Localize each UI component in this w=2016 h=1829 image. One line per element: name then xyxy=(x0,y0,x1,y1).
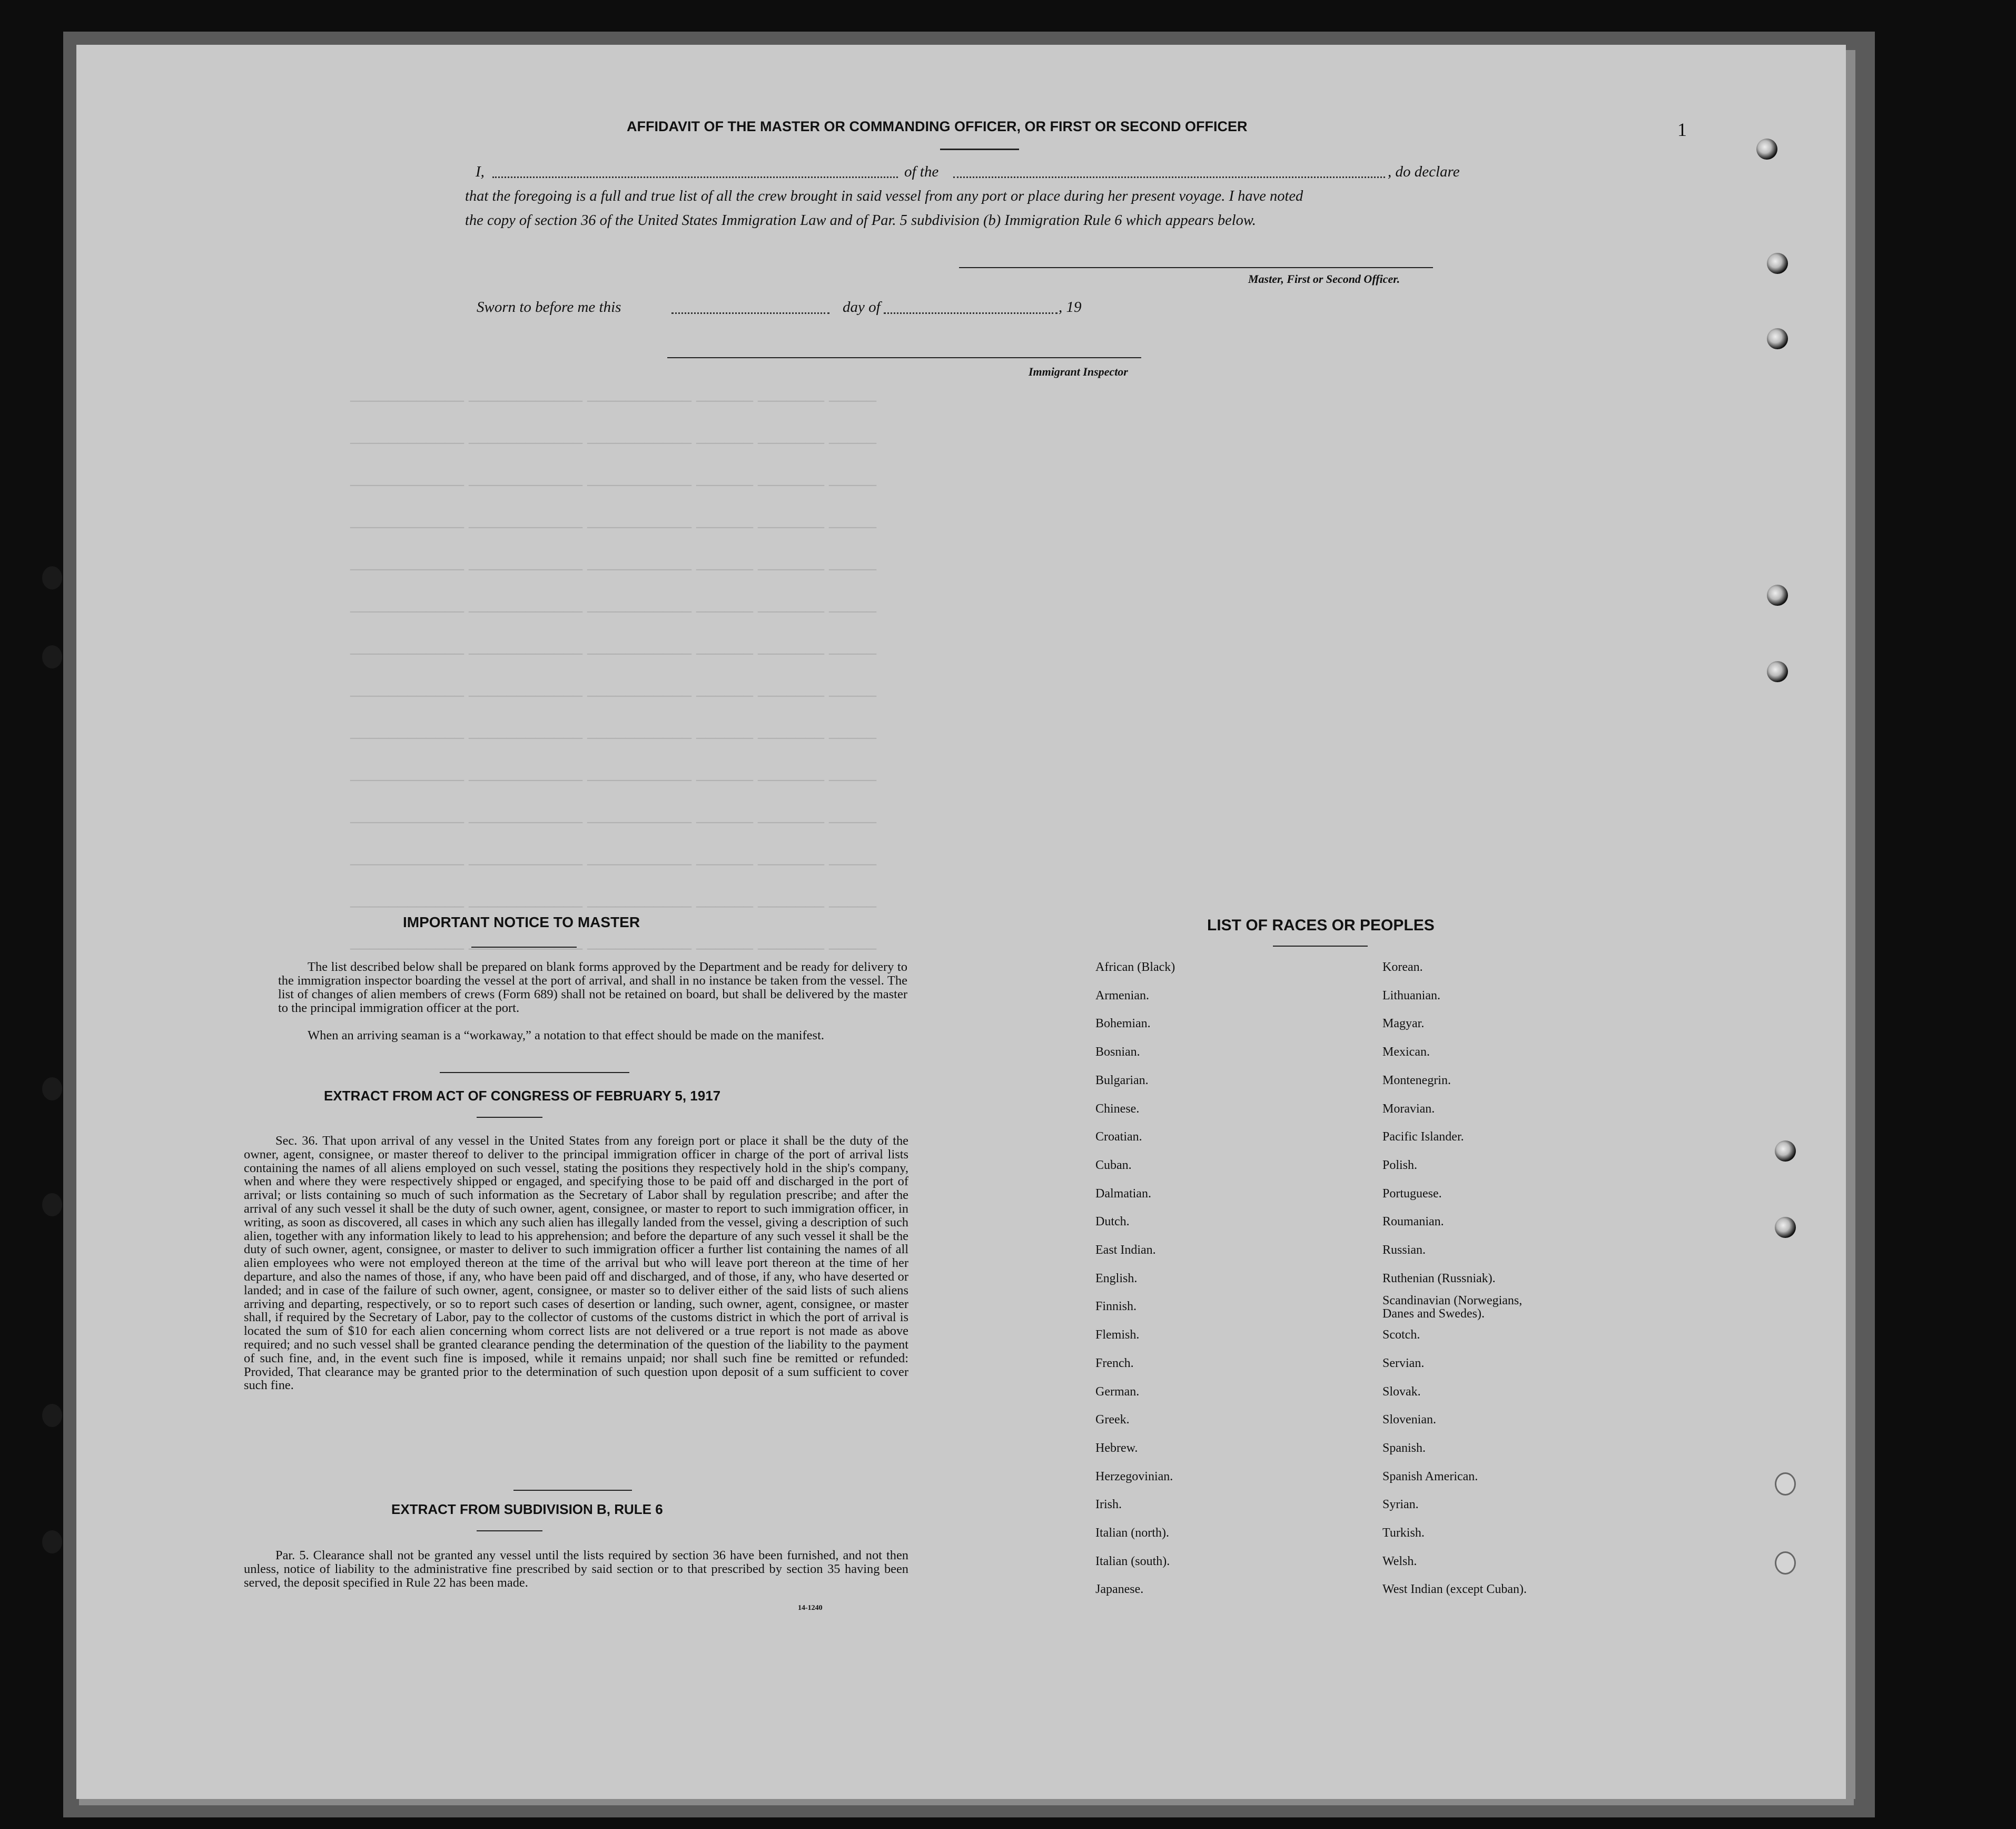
extract-act-rule xyxy=(477,1117,542,1118)
punch-hole xyxy=(1775,1217,1796,1238)
punch-hole xyxy=(1767,253,1788,274)
bleedthrough: ____________ ____________ ___________ ______ _______ _____ xyxy=(350,509,876,530)
punch-hole xyxy=(1767,661,1788,682)
bleedthrough: ____________ ____________ ___________ ______ _______ _____ xyxy=(350,551,876,572)
punch-hole-open xyxy=(1775,1551,1796,1575)
punch-hole xyxy=(1775,1140,1796,1162)
notice-rule xyxy=(471,947,577,948)
race-item: Japanese. xyxy=(1095,1582,1144,1597)
race-item: Magyar. xyxy=(1382,1017,1425,1031)
race-item: Moravian. xyxy=(1382,1102,1435,1116)
race-item: Korean. xyxy=(1382,960,1423,974)
binding-hole xyxy=(42,1530,62,1553)
race-item: Greek. xyxy=(1095,1413,1130,1427)
extract-act-title: EXTRACT FROM ACT OF CONGRESS OF FEBRUARY 5, 1917 xyxy=(324,1088,721,1104)
race-item: Servian. xyxy=(1382,1356,1425,1370)
race-item: Welsh. xyxy=(1382,1554,1417,1568)
race-item: Polish. xyxy=(1382,1158,1418,1172)
notice-paragraph-2: When an arriving seaman is a “workaway,” a notation to that effect should be made on the manifest. xyxy=(308,1028,825,1043)
bleedthrough: ____________ ____________ ___________ ______ _______ _____ xyxy=(350,467,876,488)
race-item: Pacific Islander. xyxy=(1382,1130,1464,1144)
race-item: Syrian. xyxy=(1382,1498,1419,1512)
master-signature-label: Master, First or Second Officer. xyxy=(1248,272,1400,286)
races-title: LIST OF RACES OR PEOPLES xyxy=(1207,917,1435,934)
race-item: Slovak. xyxy=(1382,1384,1421,1399)
sworn-day: day of xyxy=(843,299,881,316)
race-item: Armenian. xyxy=(1095,988,1149,1002)
sworn-month-field[interactable] xyxy=(884,312,1058,314)
race-item: Turkish. xyxy=(1382,1526,1425,1540)
bleedthrough: ____________ ____________ ___________ ______ _______ _____ xyxy=(350,635,876,656)
sworn-year: , 19 xyxy=(1059,299,1082,316)
punch-hole xyxy=(1767,328,1788,349)
race-item: Finnish. xyxy=(1095,1300,1137,1314)
race-item: German. xyxy=(1095,1384,1140,1399)
bleedthrough: ____________ ____________ ___________ ______ _______ _____ xyxy=(350,846,876,867)
sworn-prefix: Sworn to before me this xyxy=(477,299,621,316)
race-item: East Indian. xyxy=(1095,1243,1156,1257)
extract-rule-rule xyxy=(477,1530,542,1531)
race-item: Slovenian. xyxy=(1382,1413,1436,1427)
races-rule xyxy=(1273,946,1368,947)
bleedthrough: ____________ ____________ ___________ ______ _______ _____ xyxy=(350,930,876,951)
punch-hole-open xyxy=(1775,1472,1796,1496)
race-item: Bulgarian. xyxy=(1095,1073,1149,1087)
notice-paragraph-1: The list described below shall be prepared on blank forms approved by the Department and be ready for delivery to the immigration inspector boarding the vessel at the port of arrival, and shall in no instance be taken from the vessel. The list of changes of alien members of crews (Form 689) shall not be retained on board, but shall be delivered by the master to the principal immigration officer at the port. xyxy=(278,960,907,1015)
race-item: Dutch. xyxy=(1095,1215,1130,1229)
race-item: Lithuanian. xyxy=(1382,988,1440,1002)
affidavit-line1-middle: of the xyxy=(904,163,939,180)
affidavit-title: AFFIDAVIT OF THE MASTER OR COMMANDING OFFICER, OR FIRST OR SECOND OFFICER xyxy=(627,119,1248,134)
bleedthrough: ____________ ____________ ___________ ______ _______ _____ xyxy=(350,382,876,404)
race-item: Roumanian. xyxy=(1382,1215,1444,1229)
punch-hole xyxy=(1756,139,1777,160)
race-item: Cuban. xyxy=(1095,1158,1132,1172)
bleedthrough: ____________ ____________ ___________ ______ _______ _____ xyxy=(350,425,876,446)
race-item: West Indian (except Cuban). xyxy=(1382,1582,1527,1597)
title-underline xyxy=(940,149,1019,150)
extract-rule-title: EXTRACT FROM SUBDIVISION B, RULE 6 xyxy=(391,1501,663,1517)
page-edge-right xyxy=(1846,50,1855,1799)
bleedthrough: ____________ ____________ ___________ ______ _______ _____ xyxy=(350,888,876,909)
race-item: Croatian. xyxy=(1095,1130,1142,1144)
bleedthrough: ____________ ____________ ___________ ______ _______ _____ xyxy=(350,804,876,825)
race-item: Hebrew. xyxy=(1095,1441,1138,1455)
sworn-date-field[interactable] xyxy=(671,312,829,314)
master-signature-line[interactable] xyxy=(959,267,1433,268)
punch-hole xyxy=(1767,585,1788,606)
binding-hole xyxy=(42,1077,62,1100)
race-item: Italian (north). xyxy=(1095,1526,1169,1540)
affidavit-line3: the copy of section 36 of the United States Immigration Law and of Par. 5 subdivision (b) Immigration Rule 6 which appears below. xyxy=(465,212,1256,229)
binding-hole xyxy=(42,1193,62,1216)
binding-hole xyxy=(42,1404,62,1427)
race-item: African (Black) xyxy=(1095,960,1175,974)
binding-hole xyxy=(42,645,62,668)
notice-title: IMPORTANT NOTICE TO MASTER xyxy=(403,914,640,930)
binding-hole xyxy=(42,566,62,589)
race-item: Bohemian. xyxy=(1095,1017,1151,1031)
race-item: Russian. xyxy=(1382,1243,1426,1257)
race-item: Italian (south). xyxy=(1095,1554,1170,1568)
affidavit-line1-prefix: I, xyxy=(476,163,485,180)
page-edge-bottom xyxy=(79,1799,1854,1805)
extract-rule-top-rule xyxy=(513,1490,632,1491)
race-item: French. xyxy=(1095,1356,1134,1370)
race-item: Portuguese. xyxy=(1382,1186,1442,1201)
race-item: Spanish American. xyxy=(1382,1469,1478,1483)
extract-act-text: Sec. 36. That upon arrival of any vessel in the United States from any foreign port or place it shall be the duty of the owner, agent, consignee, or master thereof to deliver to the principal immigration officer in charge of the port of arrival lists containing the names of all aliens employed on such vessel, stating the positions they respectively hold in the ship's company, when and where they were respectively shipped or engaged, and specifying those to be paid off and discharged in the port of arrival; or lists containing so much of such information as the Secretary of Labor shall by regulation prescribe; and after the arrival of any such vessel it shall be the duty of such owner, agent, consignee, or master to report to such immigration officer, in writing, as soon as discovered, all cases in which any such alien has illegally landed from the vessel, giving a description of such alien, together with any information likely to lead to his apprehension; and before the departure of any such vessel it shall be the duty of such owner, agent, consignee, or master to deliver to such immigration officer a further list containing the names of all alien employees who were not employed thereon at the time of the arrival but who will leave port thereon at the time of her departure, and also the names of those, if any, who have been paid off and discharged, and of those, if any, who have deserted or landed; and in case of the failure of such owner, agent, consignee, or master so to deliver either of the said lists of such aliens arriving and departing, respectively, or so to report such cases of desertion or landing, such owner, agent, consignee, or master shall, if required by the Secretary of Labor, pay to the collector of customs of the customs district in which the port of arrival is located the sum of $10 for each alien concerning whom correct lists are not delivered or a true report is not made as above required; and no such vessel shall be granted clearance pending the determination of the question of the liability to the payment of such fine, and, in the event such fine is imposed, while it remains unpaid; nor shall such fine be remitted or refunded: Provided, That clearance may be granted prior to the determination of such question upon deposit of a sum sufficient to cover such fine. xyxy=(244,1134,908,1393)
officer-name-field[interactable] xyxy=(492,176,898,178)
bleedthrough: ____________ ____________ ___________ ______ _______ _____ xyxy=(350,720,876,741)
inspector-label: Immigrant Inspector xyxy=(1029,365,1128,378)
race-item: Scandinavian (Norwegians, Danes and Swedes). xyxy=(1382,1294,1523,1321)
race-item: Dalmatian. xyxy=(1095,1186,1151,1201)
inspector-signature-line[interactable] xyxy=(667,357,1141,358)
form-page xyxy=(76,45,1846,1799)
race-item: English. xyxy=(1095,1271,1138,1285)
extract-rule-text: Par. 5. Clearance shall not be granted any vessel until the lists required by section 36 have been furnished, and not then unless, notice of liability to the administrative fine prescribed by said section or to that prescribed by section 35 having been served, the deposit specified in Rule 22 has been made. xyxy=(244,1548,908,1590)
race-item: Ruthenian (Russniak). xyxy=(1382,1271,1496,1285)
race-item: Chinese. xyxy=(1095,1102,1140,1116)
bleedthrough: ____________ ____________ ___________ ______ _______ _____ xyxy=(350,762,876,783)
form-number: 14-1240 xyxy=(798,1604,823,1612)
vessel-name-field[interactable] xyxy=(953,176,1385,178)
race-item: Spanish. xyxy=(1382,1441,1426,1455)
race-item: Irish. xyxy=(1095,1498,1122,1512)
race-item: Mexican. xyxy=(1382,1045,1430,1059)
page-number: 1 xyxy=(1677,119,1687,140)
bleedthrough: ____________ ____________ ___________ ______ _______ _____ xyxy=(350,593,876,614)
race-item: Herzegovinian. xyxy=(1095,1469,1173,1483)
bleedthrough: ____________ ____________ ___________ ______ _______ _____ xyxy=(350,677,876,699)
race-item: Scotch. xyxy=(1382,1328,1420,1342)
section-rule xyxy=(440,1072,629,1073)
race-item: Flemish. xyxy=(1095,1328,1140,1342)
affidavit-line1-suffix: , do declare xyxy=(1388,163,1460,180)
race-item: Bosnian. xyxy=(1095,1045,1140,1059)
race-item: Montenegrin. xyxy=(1382,1073,1451,1087)
affidavit-line2: that the foregoing is a full and true list of all the crew brought in said vessel from any port or place during her present voyage. I have noted xyxy=(465,188,1303,204)
